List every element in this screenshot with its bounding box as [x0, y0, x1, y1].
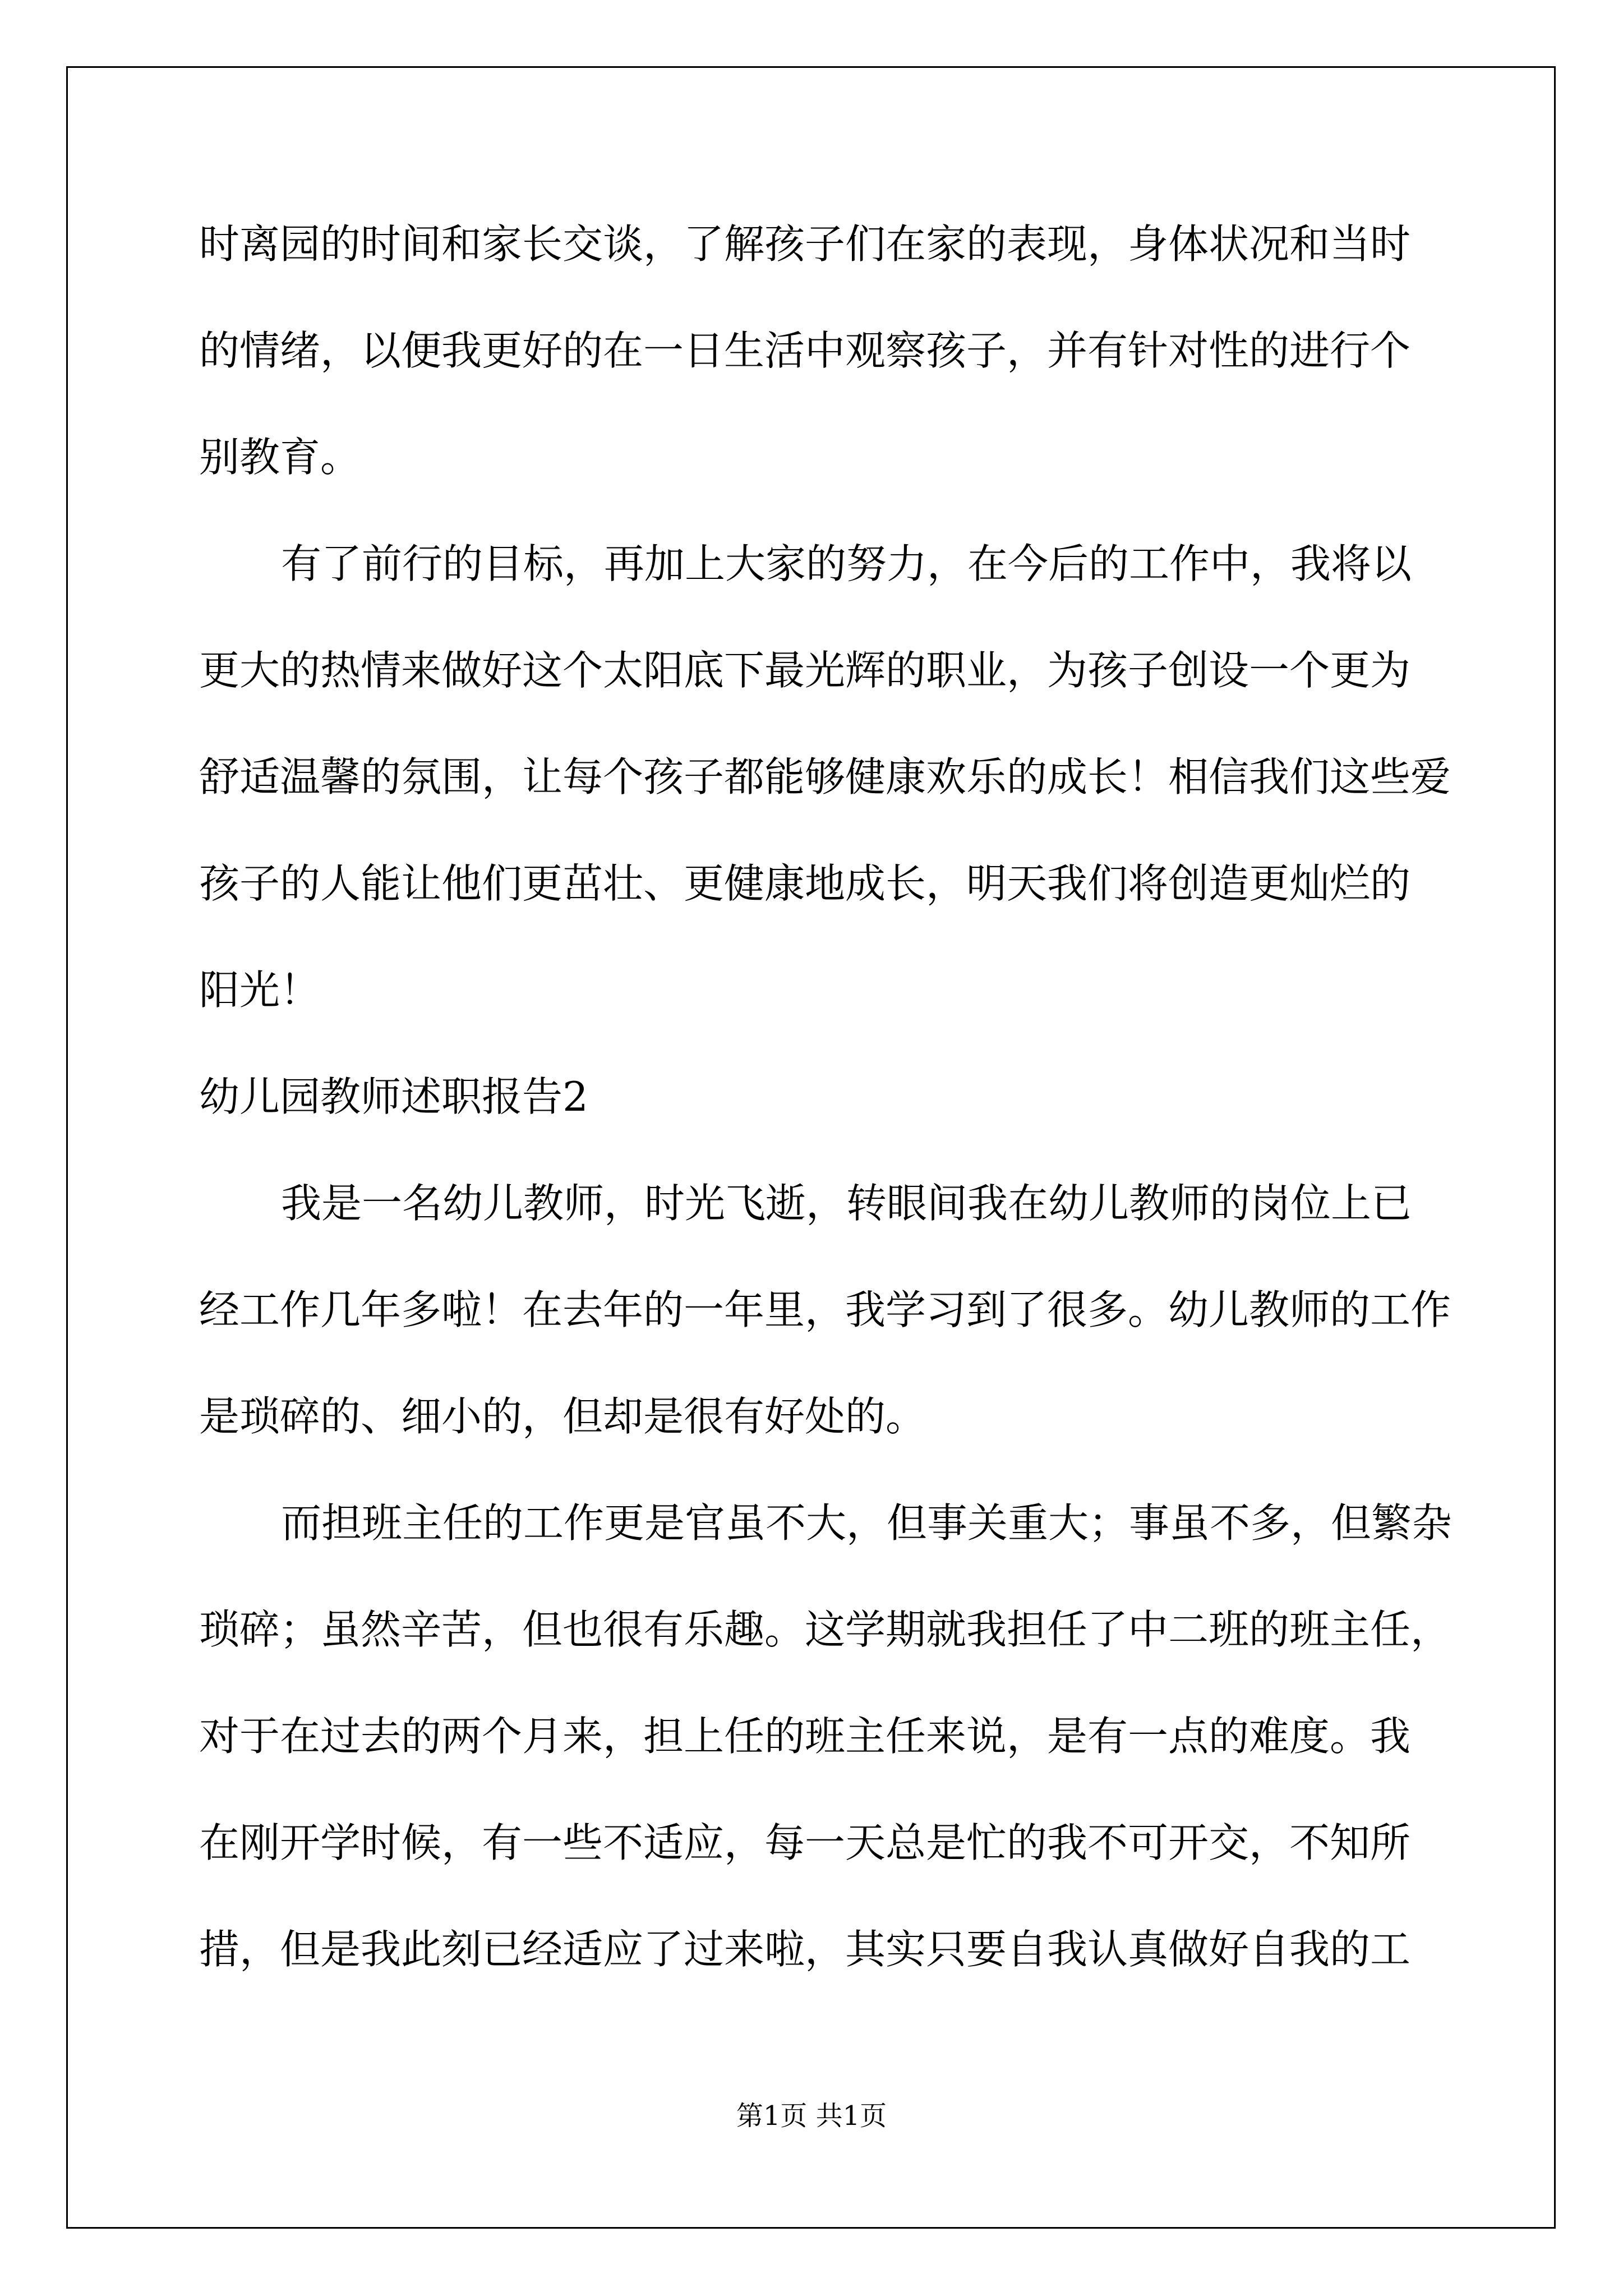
text-line: 措，但是我此刻已经适应了过来啦，其实只要自我认真做好自我的工 [199, 1926, 1411, 1973]
text-line: 更大的热情来做好这个太阳底下最光辉的职业，为孩子创设一个更为 [199, 647, 1411, 694]
text-line: 阳光！ [199, 967, 321, 1014]
text-line: 舒适温馨的氛围，让每个孩子都能够健康欢乐的成长！相信我们这些爱 [199, 753, 1451, 800]
section-heading: 幼儿园教师述职报告2 [199, 1073, 588, 1120]
paragraph-start-line: 有了前行的目标，再加上大家的努力，在今后的工作中，我将以 [281, 540, 1412, 587]
text-line: 别教育。 [199, 434, 361, 481]
text-line: 孩子的人能让他们更茁壮、更健康地成长，明天我们将创造更灿烂的 [199, 860, 1411, 907]
text-line: 是琐碎的、细小的，但却是很有好处的。 [199, 1393, 926, 1440]
text-line: 琐碎；虽然辛苦，但也很有乐趣。这学期就我担任了中二班的班主任， [199, 1606, 1451, 1653]
page-border [66, 66, 1556, 2229]
page-footer: 第1页 共1页 [736, 2100, 887, 2132]
text-line: 的情绪，以便我更好的在一日生活中观察孩子，并有针对性的进行个 [199, 327, 1411, 374]
text-line: 在刚开学时候，有一些不适应，每一天总是忙的我不可开交，不知所 [199, 1819, 1411, 1866]
text-line: 对于在过去的两个月来，担上任的班主任来说，是有一点的难度。我 [199, 1713, 1411, 1760]
paragraph-start-line: 我是一名幼儿教师，时光飞逝，转眼间我在幼儿教师的岗位上已 [281, 1180, 1412, 1227]
text-line: 时离园的时间和家长交谈，了解孩子们在家的表现，身体状况和当时 [199, 220, 1411, 268]
paragraph-start-line: 而担班主任的工作更是官虽不大，但事关重大；事虽不多，但繁杂 [281, 1499, 1453, 1547]
text-line: 经工作几年多啦！在去年的一年里，我学习到了很多。幼儿教师的工作 [199, 1286, 1451, 1333]
